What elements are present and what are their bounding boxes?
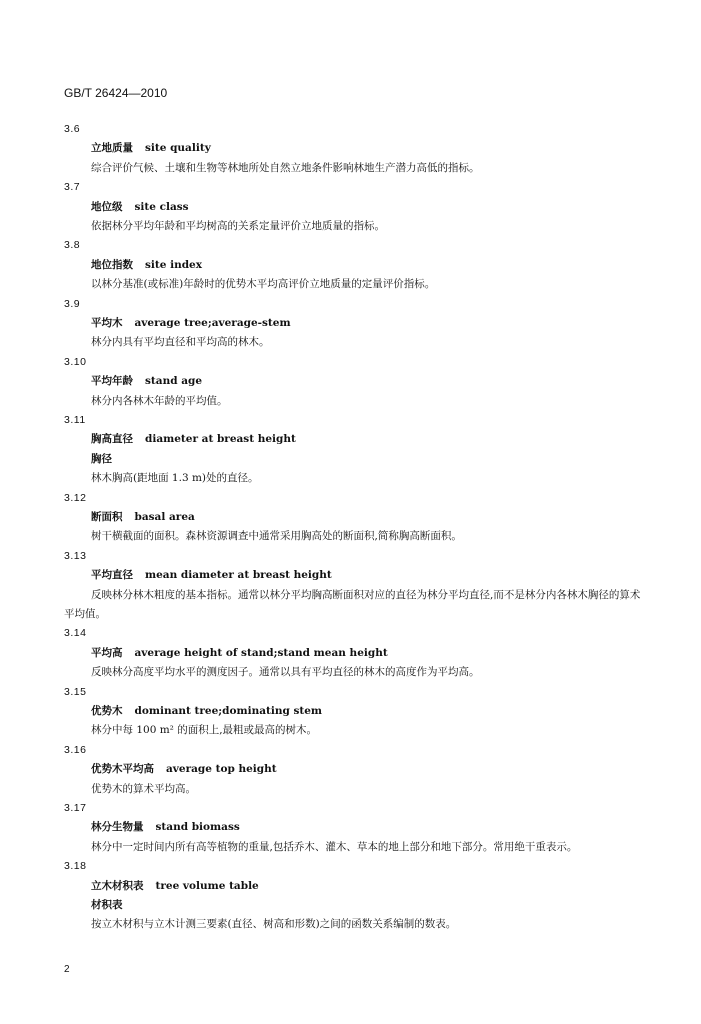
term-definition: 林木胸高(距地面 1.3 m)处的直径。	[91, 472, 259, 485]
term-chinese: 平均直径	[91, 569, 133, 582]
term-definition: 林分中一定时间内所有高等植物的重量,包括乔木、灌木、草本的地上部分和地下部分。常用绝干重表示。	[91, 840, 578, 853]
term-chinese: 优势木	[91, 705, 123, 718]
term-english: average tree;average-stem	[134, 317, 291, 329]
term-english: stand age	[145, 375, 203, 388]
term-entry	[64, 683, 644, 741]
term-heading	[64, 644, 644, 663]
term-entry	[64, 236, 644, 294]
term-entry	[64, 295, 644, 353]
entry-number: 3.17	[64, 802, 87, 815]
term-heading	[64, 430, 644, 449]
term-entry	[64, 799, 644, 857]
term-heading	[64, 198, 644, 217]
term-english: stand biomass	[155, 821, 240, 834]
term-chinese: 平均高	[91, 646, 123, 659]
entry-number: 3.7	[64, 181, 81, 194]
term-heading	[64, 877, 644, 896]
term-entry	[64, 489, 644, 547]
term-chinese: 地位指数	[91, 258, 133, 271]
term-entry	[64, 120, 644, 178]
term-definition: 林分内具有平均直径和平均高的林木。	[91, 336, 270, 349]
entry-number: 3.15	[64, 685, 87, 698]
entry-number: 3.11	[64, 414, 86, 427]
term-english: dominant tree;dominating stem	[134, 705, 323, 718]
term-english: tree volume table	[155, 879, 259, 892]
term-heading	[64, 256, 644, 275]
term-heading	[64, 314, 644, 333]
entry-number: 3.14	[64, 627, 87, 640]
term-entry	[64, 547, 644, 625]
term-heading	[64, 508, 644, 527]
entry-number: 3.9	[64, 297, 81, 310]
term-english: site class	[134, 200, 189, 213]
term-chinese: 林分生物量	[91, 821, 144, 834]
term-heading	[64, 372, 644, 391]
term-alternative: 材积表	[91, 899, 123, 912]
term-chinese: 平均木	[91, 317, 123, 329]
term-heading	[64, 760, 644, 779]
entry-number: 3.12	[64, 491, 87, 504]
term-heading	[64, 139, 644, 158]
term-definition: 反映林分林木粗度的基本指标。通常以林分平均胸高断面积对应的直径为林分平均直径,而不是林分内各林木胸径的算术平均值。	[64, 588, 641, 621]
term-english: site index	[145, 258, 202, 271]
entry-number: 3.13	[64, 549, 87, 562]
term-english: basal area	[134, 511, 195, 524]
term-chinese: 立地质量	[91, 142, 133, 155]
entry-number: 3.10	[64, 355, 87, 368]
standard-code-header: GB/T 26424—2010	[64, 86, 168, 100]
term-entry	[64, 857, 644, 935]
entry-number: 3.16	[64, 743, 87, 756]
page-number: 2	[64, 964, 70, 975]
term-entry	[64, 353, 644, 411]
term-entry	[64, 411, 644, 489]
term-definition: 树干横截面的面积。森林资源调查中通常采用胸高处的断面积,简称胸高断面积。	[91, 530, 462, 543]
term-heading	[64, 818, 644, 837]
term-english: site quality	[145, 142, 211, 155]
term-heading	[64, 702, 644, 721]
term-definition: 林分内各林木年龄的平均值。	[91, 394, 228, 407]
term-definition: 按立木材积与立木计测三要素(直径、树高和形数)之间的函数关系编制的数表。	[91, 918, 457, 931]
entry-number: 3.8	[64, 239, 81, 252]
term-english: diameter at breast height	[145, 433, 296, 446]
term-english: mean diameter at breast height	[145, 569, 332, 582]
term-heading	[64, 566, 644, 585]
term-chinese: 优势木平均高	[91, 763, 154, 776]
term-definition: 依据林分平均年龄和平均树高的关系定量评价立地质量的指标。	[91, 220, 385, 232]
entry-number: 3.6	[64, 123, 81, 135]
term-entry	[64, 624, 644, 682]
term-definition: 综合评价气候、土壤和生物等林地所处自然立地条件影响林地生产潜力高低的指标。	[91, 161, 480, 174]
term-entry	[64, 178, 644, 236]
term-entry	[64, 741, 644, 799]
entry-number: 3.18	[64, 860, 87, 873]
term-definition: 以林分基准(或标准)年龄时的优势木平均高评价立地质量的定量评价指标。	[91, 278, 436, 291]
term-definition: 反映林分高度平均水平的测度因子。通常以具有平均直径的林木的高度作为平均高。	[91, 666, 480, 679]
term-definition: 优势木的算术平均高。	[91, 782, 196, 795]
term-chinese: 平均年龄	[91, 375, 133, 388]
term-chinese: 胸高直径	[91, 433, 133, 446]
term-english: average top height	[166, 763, 277, 776]
term-definition: 林分中每 100 m² 的面积上,最粗或最高的树木。	[91, 724, 318, 737]
term-chinese: 地位级	[91, 200, 123, 213]
term-alternative: 胸径	[91, 452, 112, 465]
term-english: average height of stand;stand mean height	[134, 646, 388, 659]
term-chinese: 立木材积表	[91, 879, 144, 892]
term-chinese: 断面积	[91, 511, 123, 524]
term-entries	[64, 120, 644, 935]
